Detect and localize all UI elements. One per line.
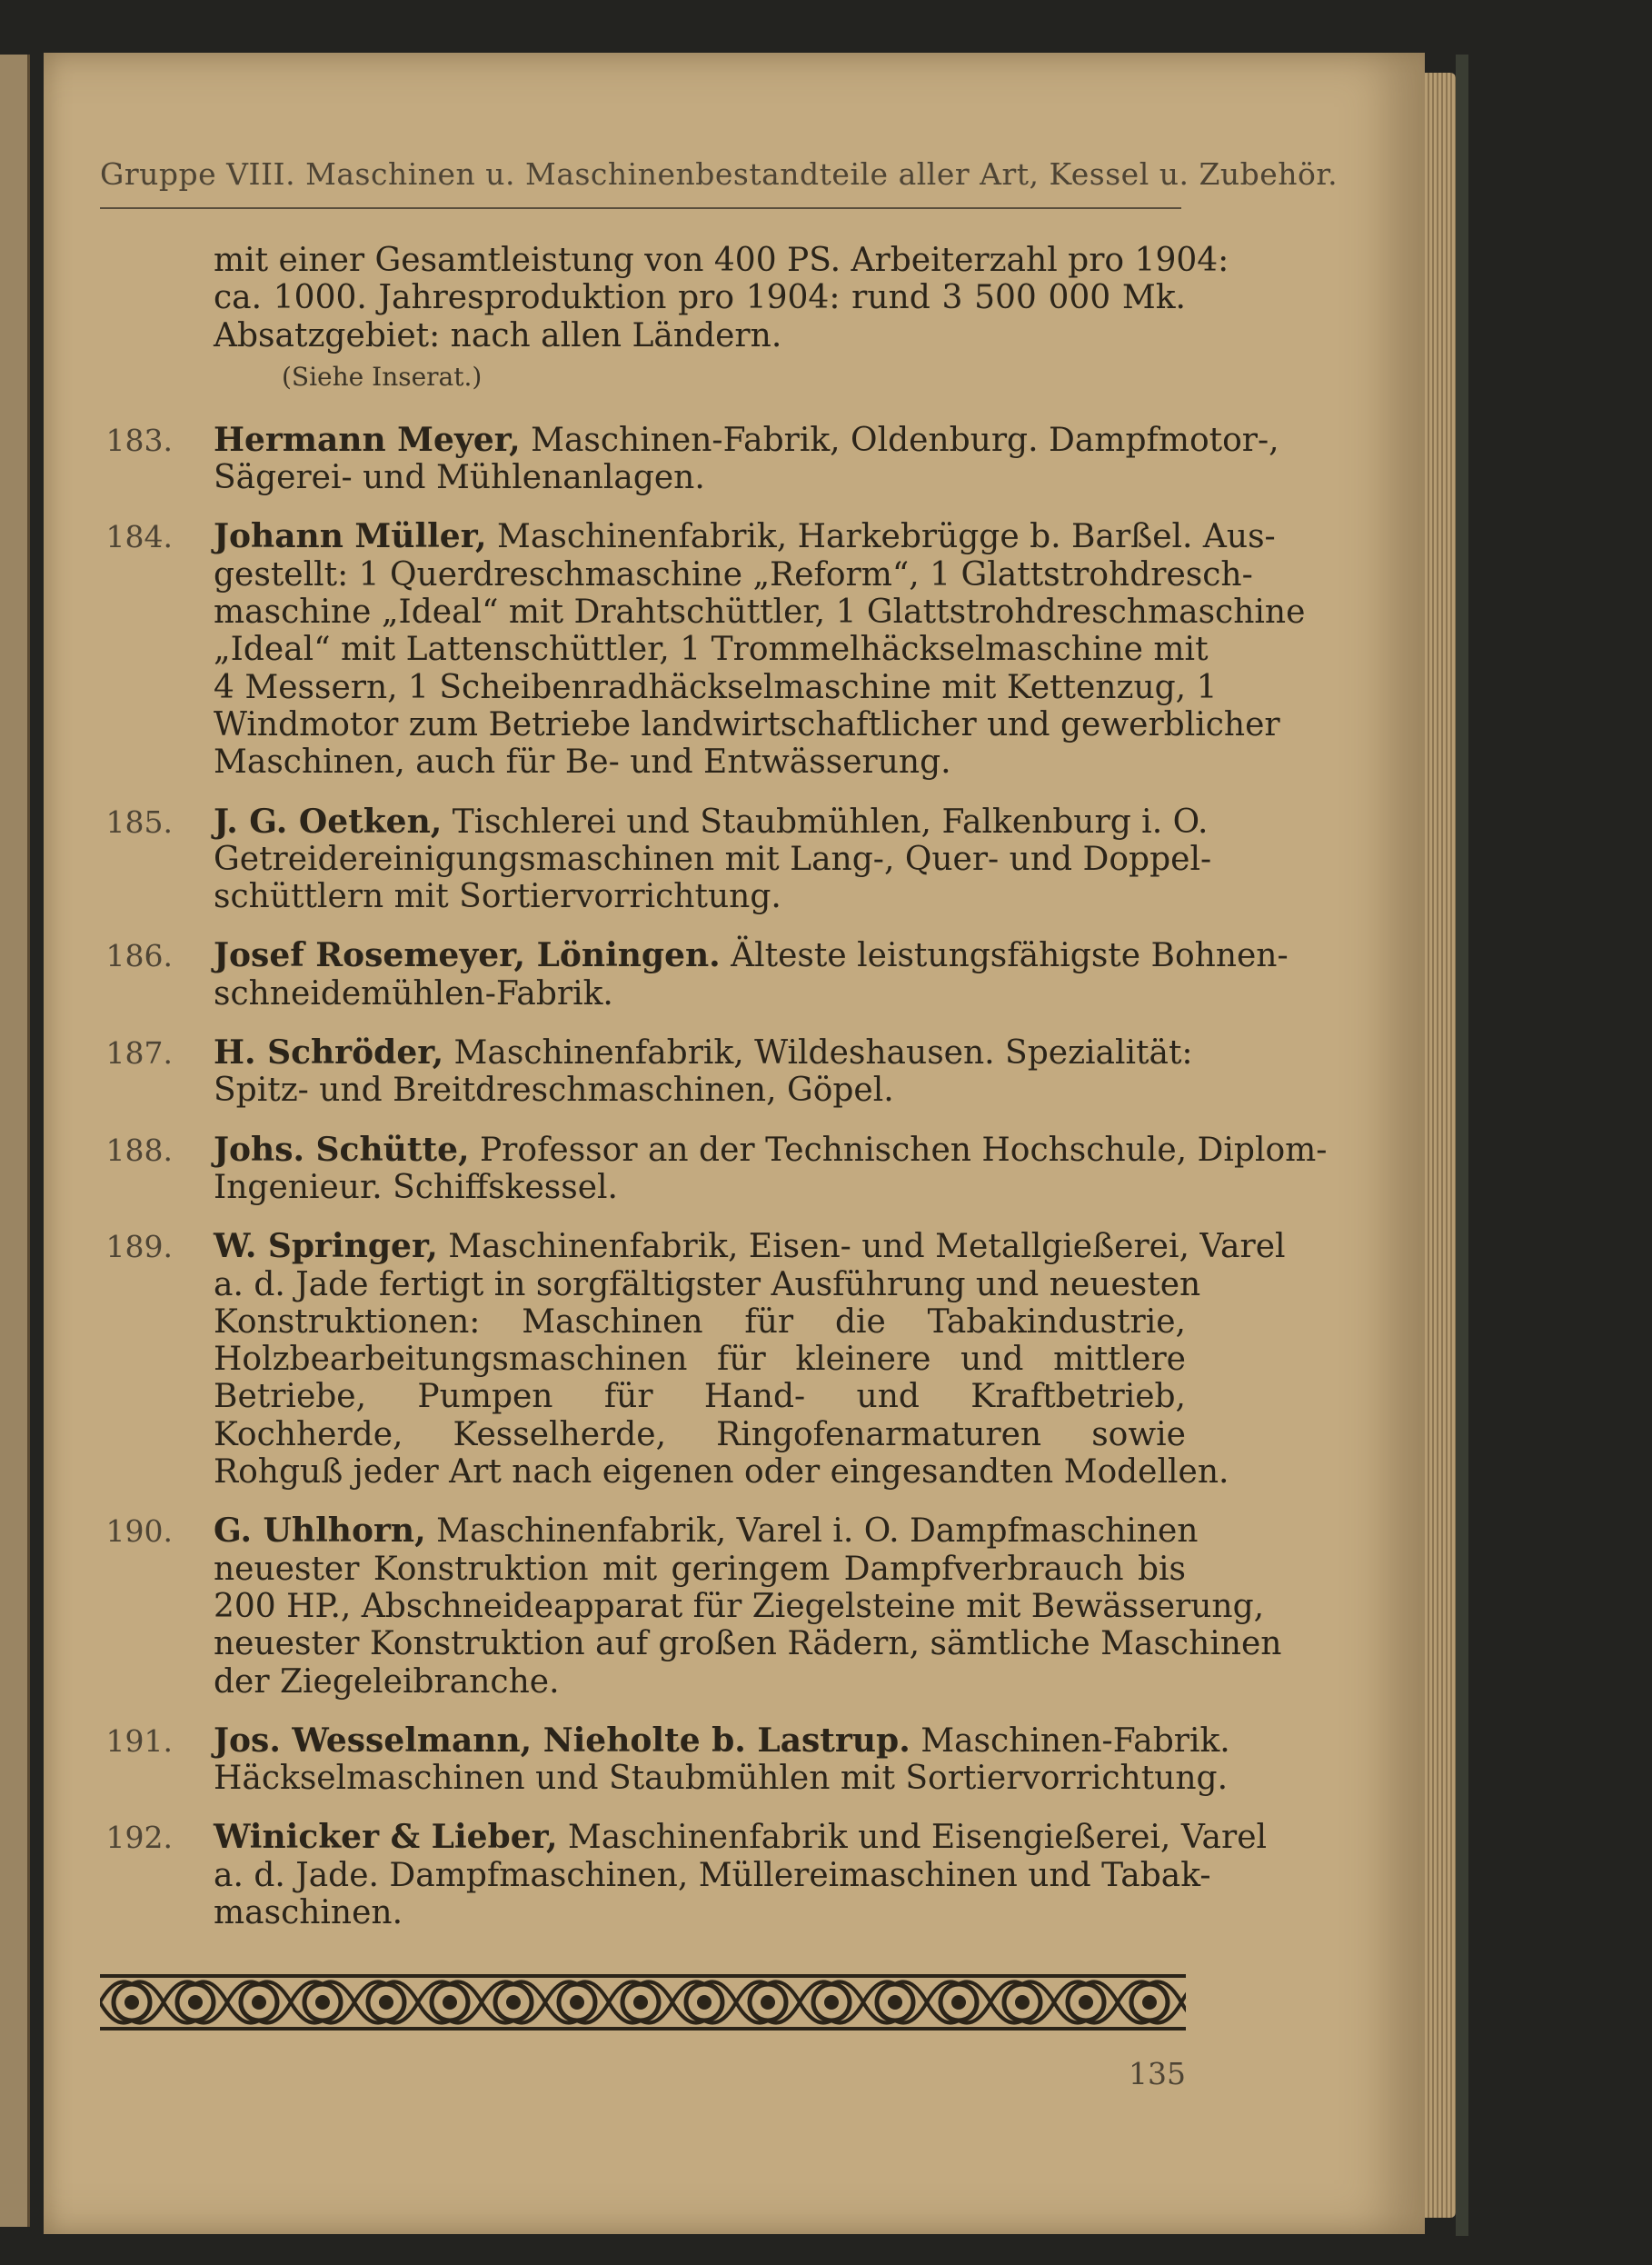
entry-gap <box>100 782 1186 803</box>
entry-line <box>100 1378 1186 1415</box>
line-text: a. d. Jade fertigt in sorgfältigster Ausführung und neuesten <box>214 1265 1201 1303</box>
entry-line <box>100 1587 1265 1625</box>
line-text: 4 Messern, 1 Scheibenradhäckselmaschine mit Kettenzug, 1 <box>214 668 1218 706</box>
entry-line <box>100 936 1289 975</box>
entry-line <box>100 1072 1186 1109</box>
entry-description: Maschinenfabrik, Harkebrügge b. Barßel. Aus- <box>486 518 1276 556</box>
line-text: Windmotor zum Betriebe landwirtschaftlicher und gewerblicher <box>214 705 1280 743</box>
entry-description: Maschinen-Fabrik. <box>910 1721 1230 1760</box>
line-text: ca. 1000. Jahresproduktion pro 1904: rund 3 500 000 Mk. <box>214 279 1186 317</box>
entry-line <box>100 1551 1186 1588</box>
entry-line <box>100 668 1218 706</box>
entry-line <box>100 1227 1286 1266</box>
entry-line <box>100 1416 1186 1453</box>
line-text: Ingenieur. Schiffskessel. <box>214 1168 618 1206</box>
entry-line <box>100 1265 1201 1303</box>
entry-line <box>100 1894 1186 1931</box>
line-text: Absatzgebiet: nach allen Ländern. <box>214 316 782 354</box>
entry-line <box>100 1818 1268 1857</box>
entry-gap <box>100 1013 1186 1034</box>
line-text: „Ideal“ mit Lattenschüttler, 1 Trommelhäckselmaschine mit <box>214 631 1209 669</box>
line-text <box>214 1130 1328 1169</box>
running-header: Gruppe VIII. Maschinen u. Maschinenbestandteile aller Art, Kessel u. Zubehör. <box>100 156 1339 192</box>
entry-description: Maschinenfabrik und Eisengießerei, Varel <box>557 1819 1268 1857</box>
entry-gap <box>100 1206 1186 1228</box>
line-text: Konstruktionen: Maschinen für die Tabakindustrie, <box>214 1302 1186 1341</box>
firm-name: H. Schröder, <box>214 1033 444 1073</box>
entry-description: Tischlerei und Staubmühlen, Falkenburg i. O. <box>442 803 1209 841</box>
entry-gap <box>100 1110 1186 1132</box>
entry-gap <box>100 915 1186 937</box>
book-cover-edge <box>1456 55 1468 2236</box>
adjacent-page-edge <box>0 55 30 2227</box>
directory-text <box>100 242 1328 1931</box>
entry-line <box>100 840 1212 878</box>
firm-name: Josef Rosemeyer, Löningen. <box>214 936 721 975</box>
line-text <box>214 1033 1193 1073</box>
entry-line <box>100 1169 1186 1206</box>
entry-line <box>100 705 1280 743</box>
entry-line <box>100 1512 1199 1551</box>
line-text <box>214 1721 1230 1760</box>
entry-line <box>100 1721 1230 1760</box>
entry-number: 191. <box>105 1722 173 1759</box>
line-text: schüttlern mit Sortiervorrichtung. <box>214 878 781 916</box>
line-text: maschine „Ideal“ mit Drahtschüttler, 1 Glattstrohdreschmaschine <box>214 594 1306 632</box>
entry-line <box>100 594 1306 632</box>
firm-name: G. Uhlhorn, <box>214 1512 426 1551</box>
firm-name: W. Springer, <box>214 1227 438 1266</box>
line-text: der Ziegeleibranche. <box>214 1662 560 1701</box>
entry-number: 183. <box>105 422 173 458</box>
entry-line <box>100 1033 1193 1073</box>
entry-description: Maschinen-Fabrik, Oldenburg. Dampfmotor-, <box>520 421 1279 459</box>
header-rule <box>100 207 1181 209</box>
line-text: gestellt: 1 Querdreschmaschine „Reform“, 1 Glattstrohdresch- <box>214 555 1253 594</box>
entry-line <box>100 878 1186 915</box>
line-text: Häckselmaschinen und Staubmühlen mit Sortiervorrichtung. <box>214 1760 1229 1798</box>
page-number: 135 <box>1129 2056 1186 2091</box>
line-text: Sägerei- und Mühlenanlagen. <box>214 459 705 497</box>
entry-description: Maschinenfabrik, Wildeshausen. Spezialität: <box>443 1034 1193 1073</box>
text-line <box>100 317 1186 354</box>
entry-gap <box>100 400 1186 422</box>
firm-name: J. G. Oetken, <box>214 802 443 841</box>
entry-number: 190. <box>105 1513 173 1550</box>
line-text <box>214 517 1276 556</box>
line-text: neuester Konstruktion mit geringem Dampfverbrauch bis <box>214 1550 1186 1588</box>
text-line <box>100 242 1229 279</box>
line-text <box>214 1227 1286 1266</box>
line-text: Maschinen, auch für Be- und Entwässerung. <box>214 743 951 782</box>
line-text: 200 HP., Abschneideapparat für Ziegelsteine mit Bewässerung, <box>214 1587 1265 1625</box>
line-text: Spitz- und Breitdreschmaschinen, Göpel. <box>214 1072 894 1110</box>
line-text: Getreidereinigungsmaschinen mit Lang-, Quer- und Doppel- <box>214 840 1212 878</box>
entry-line <box>100 743 1186 781</box>
entry-number: 186. <box>105 938 173 974</box>
entry-line <box>100 1856 1211 1894</box>
entry-gap <box>100 496 1186 518</box>
entry-line <box>100 1625 1282 1663</box>
entry-line <box>100 459 1186 496</box>
entry-number: 192. <box>105 1820 173 1856</box>
line-text: Holzbearbeitungsmaschinen für kleinere und mittlere <box>214 1341 1186 1379</box>
line-text: Rohguß jeder Art nach eigenen oder eingesandten Modellen. <box>214 1453 1229 1492</box>
line-text <box>214 1818 1268 1857</box>
entry-line <box>100 1303 1186 1341</box>
entry-number: 187. <box>105 1035 173 1072</box>
entry-line <box>100 555 1253 594</box>
entry-description: Professor an der Technischen Hochschule, Diplom- <box>469 1131 1328 1169</box>
line-text <box>214 802 1209 841</box>
entry-gap <box>100 1491 1186 1512</box>
entry-line <box>100 1760 1229 1798</box>
firm-name: Jos. Wesselmann, Nieholte b. Lastrup. <box>214 1721 911 1760</box>
entry-line <box>100 1341 1186 1378</box>
line-text: a. d. Jade. Dampfmaschinen, Müllereimaschinen und Tabak- <box>214 1856 1211 1894</box>
firm-name: Hermann Meyer, <box>214 420 521 459</box>
line-text: Betriebe, Pumpen für Hand- und Kraftbetrieb, <box>214 1378 1186 1416</box>
entry-line <box>100 631 1209 669</box>
line-text: schneidemühlen-Fabrik. <box>214 974 613 1013</box>
line-text <box>214 936 1289 975</box>
page-stack-edge <box>1425 73 1456 2218</box>
line-text: maschinen. <box>214 1893 403 1931</box>
entry-number: 189. <box>105 1229 173 1265</box>
entry-description: Maschinenfabrik, Eisen- und Metallgießerei, Varel <box>437 1228 1286 1266</box>
entry-gap <box>100 1797 1186 1819</box>
entry-line <box>100 1663 1186 1701</box>
line-text <box>214 1512 1199 1551</box>
entry-line <box>100 802 1209 841</box>
entry-gap <box>100 1701 1186 1722</box>
entry-line <box>100 517 1276 556</box>
entry-description: Älteste leistungsfähigste Bohnen- <box>720 937 1289 975</box>
entry-line <box>100 420 1279 459</box>
entry-line <box>100 975 1186 1013</box>
line-text: neuester Konstruktion auf großen Rädern, sämtliche Maschinen <box>214 1625 1282 1663</box>
firm-name: Johann Müller, <box>214 517 487 556</box>
firm-name: Johs. Schütte, <box>214 1130 470 1169</box>
entry-line <box>100 1453 1229 1492</box>
inserat-note: (Siehe Inserat.) <box>282 361 483 392</box>
line-text <box>214 420 1279 459</box>
entry-number: 188. <box>105 1132 173 1168</box>
entry-description: Maschinenfabrik, Varel i. O. Dampfmaschinen <box>425 1512 1199 1551</box>
firm-name: Winicker & Lieber, <box>214 1818 558 1857</box>
entry-line <box>100 1130 1328 1169</box>
entry-number: 185. <box>105 803 173 840</box>
line-text: mit einer Gesamtleistung von 400 PS. Arbeiterzahl pro 1904: <box>214 242 1229 279</box>
decorative-border-ornament <box>100 1971 1186 2034</box>
entry-number: 184. <box>105 519 173 555</box>
line-text: Kochherde, Kesselherde, Ringofenarmaturen sowie <box>214 1415 1186 1453</box>
text-line <box>100 279 1186 316</box>
